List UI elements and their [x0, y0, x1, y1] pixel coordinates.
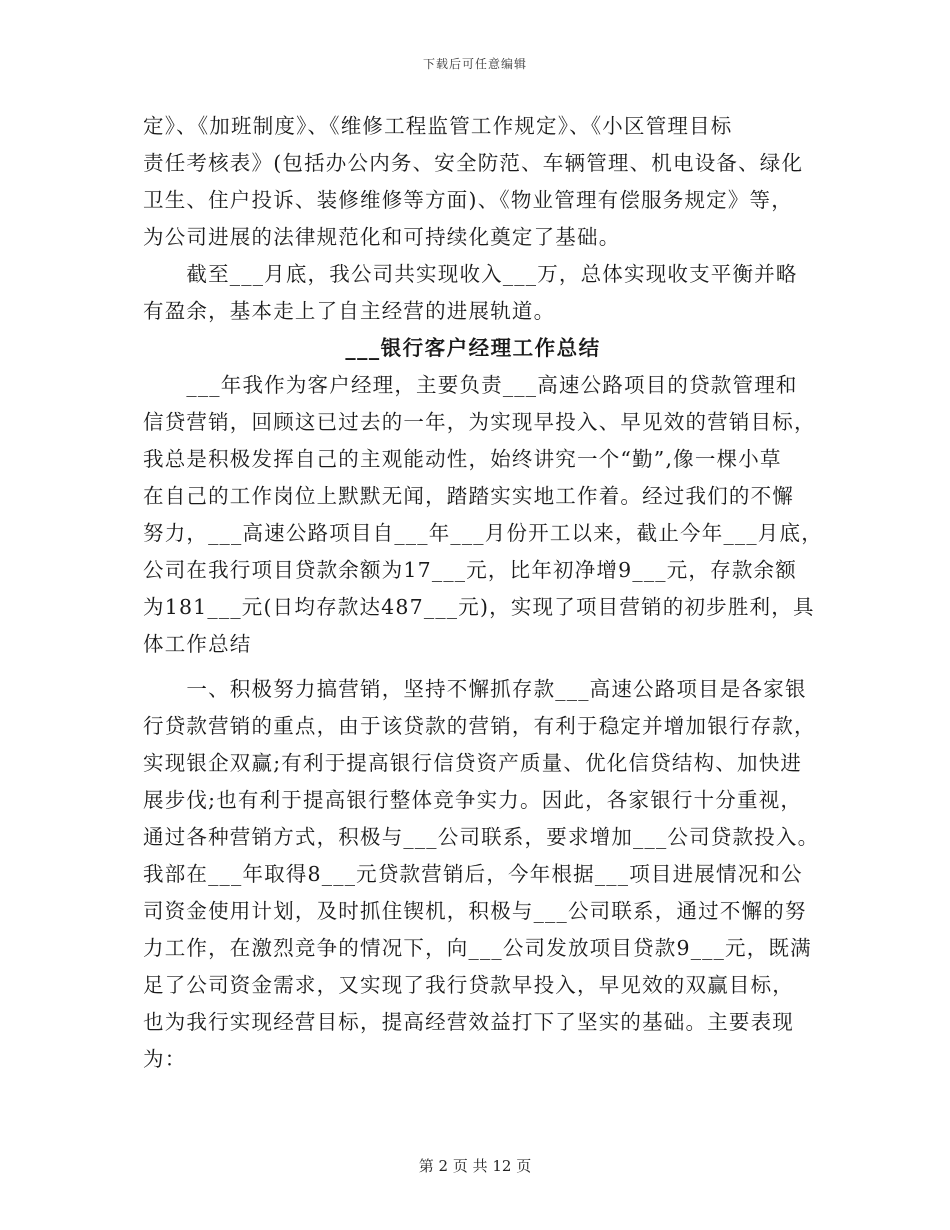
text-line: 为公司进展的法律规范化和可持续化奠定了基础。: [143, 225, 621, 249]
text-line: 通过各种营销方式，积极与___公司联系，要求增加___公司贷款投入。: [143, 825, 820, 849]
text-line: 也为我行实现经营目标，提高经营效益打下了坚实的基础。主要表现: [143, 1010, 794, 1034]
text-line: 责任考核表》(包括办公内务、安全防范、车辆管理、机电设备、绿化: [143, 151, 804, 175]
text-line: 我部在___年取得8___元贷款营销后，今年根据___项目进展情况和公: [143, 862, 803, 886]
text-line: 力工作，在激烈竞争的情况下，向___公司发放项目贷款9___元，既满: [143, 936, 812, 960]
page-header: 下载后可任意编辑: [422, 57, 527, 71]
text-line: 体工作总结: [143, 632, 252, 656]
text-line: 公司在我行项目贷款余额为17___元，比年初净增9___元，存款余额: [143, 558, 797, 582]
text-line: 展步伐;也有利于提高银行整体竞争实力。因此，各家银行十分重视，: [143, 788, 803, 812]
text-line: 实现银企双赢;有利于提高银行信贷资产质量、优化信贷结构、加快进: [143, 751, 803, 775]
text-line: 截至___月底，我公司共实现收入___万，总体实现收支平衡并略: [143, 262, 798, 286]
page-number: 第 2 页 共 12 页: [418, 1157, 532, 1175]
text-line: 在自己的工作岗位上默默无闻，踏踏实实地工作着。经过我们的不懈: [143, 484, 794, 508]
text-line: 为181___元(日均存款达487___元)，实现了项目营销的初步胜利，具: [143, 595, 815, 619]
document-body: [143, 108, 823, 1078]
text-line: 我总是积极发挥自己的主观能动性，始终讲究一个“勤”,像一棵小草: [143, 447, 782, 471]
text-line: 足了公司资金需求，又实现了我行贷款早投入，早见效的双赢目标，: [143, 973, 794, 997]
section-title: ___银行客户经理工作总结: [345, 336, 601, 360]
text-line: ___年我作为客户经理，主要负责___高速公路项目的贷款管理和: [143, 373, 798, 397]
text-line: 为：: [143, 1047, 187, 1071]
text-line: 有盈余，基本走上了自主经营的进展轨道。: [143, 299, 556, 323]
text-line: 司资金使用计划，及时抓住锲机，积极与___公司联系，通过不懈的努: [143, 899, 807, 923]
text-line: 一、积极努力搞营销，坚持不懈抓存款___高速公路项目是各家银: [143, 677, 807, 701]
text-line: 信贷营销，回顾这已过去的一年，为实现早投入、早见效的营销目标，: [143, 410, 816, 434]
text-line: 努力，___高速公路项目自___年___月份开工以来，截止今年___月底，: [143, 521, 823, 545]
text-line: 行贷款营销的重点，由于该贷款的营销，有利于稳定并增加银行存款，: [143, 714, 816, 738]
text-line: 卫生、住户投诉、装修维修等方面)、《物业管理有偿服务规定》等，: [143, 188, 793, 212]
text-line: 定》、《加班制度》、《维修工程监管工作规定》、《小区管理目标: [143, 114, 733, 138]
